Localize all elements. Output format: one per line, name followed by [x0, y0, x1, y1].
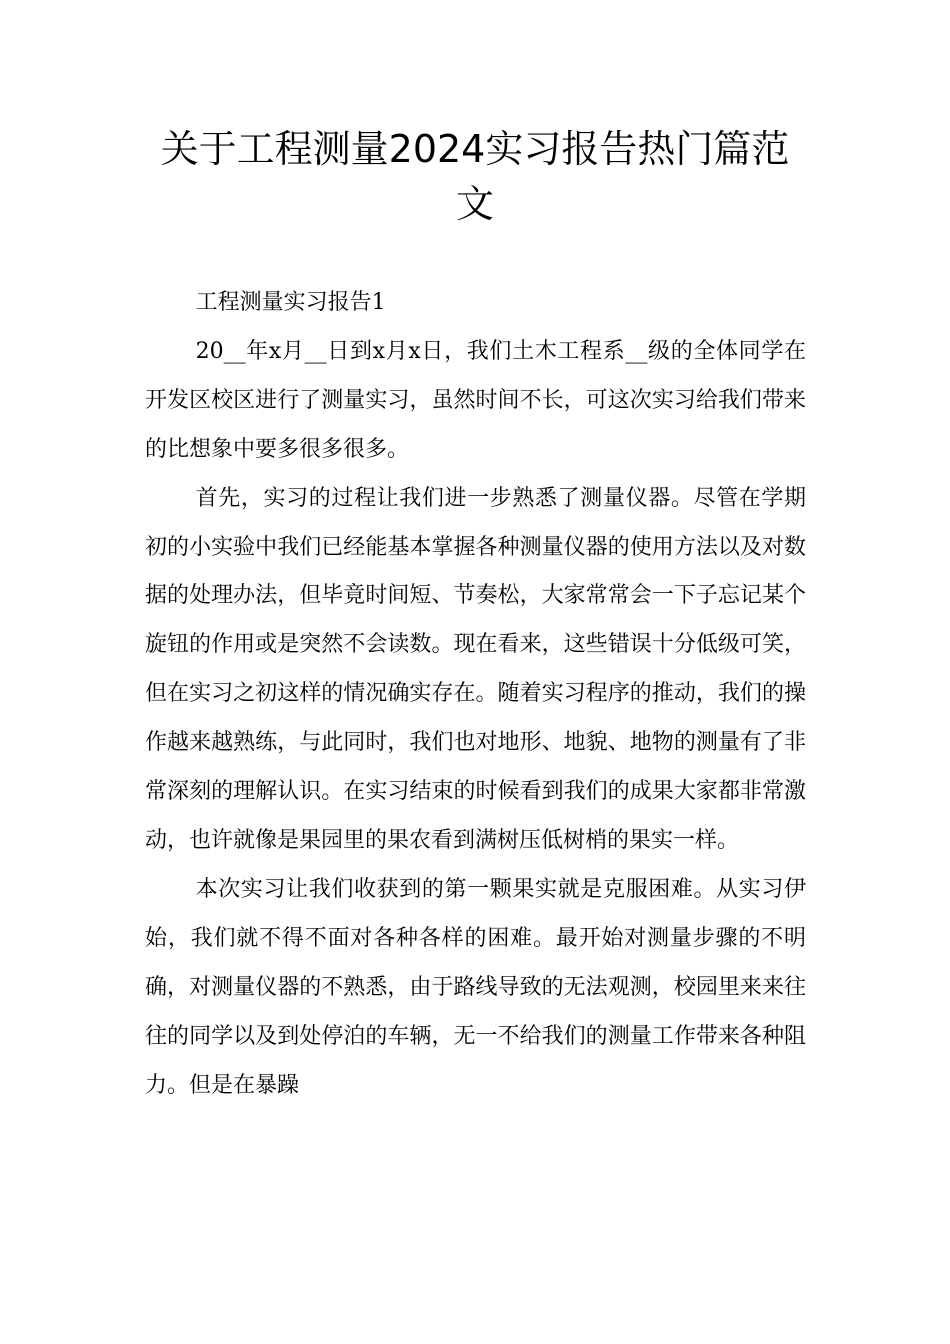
title-line-2: 文 — [455, 182, 494, 226]
paragraph-instruments: 首先，实习的过程让我们进一步熟悉了测量仪器。尽管在学期初的小实验中我们已经能基本掌握各种测量仪器的使用方法以及对数据的处理办法，但毕竟时间短、节奏松，大家常常会一下子忘记某个旋钮的作用或是突然不会读数。现在看来，这些错误十分低级可笑，但在实习之初这样的情况确实存在。随着实习程序的推动，我们的操作越来越熟练，与此同时，我们也对地形、地貌、地物的测量有了非常深刻的理解认识。在实习结束的时候看到我们的成果大家都非常激动，也许就像是果园里的果农看到满树压低树梢的果实一样。 — [145, 485, 806, 853]
section-heading: 工程测量实习报告1 — [195, 290, 386, 315]
paragraph-difficulties: 本次实习让我们收获到的第一颗果实就是克服困难。从实习伊始，我们就不得不面对各种各样的困难。最开始对测量步骤的不明确，对测量仪器的不熟悉，由于路线导致的无法观测，校园里来来往往的同学以及到处停泊的车辆，无一不给我们的测量工作带来各种阻力。但是在暴躁 — [145, 876, 806, 1098]
document-body — [145, 279, 806, 1110]
title-line-1: 关于工程测量2024实习报告热门篇范 — [160, 127, 790, 171]
paragraph-intro: 20__年x月__日到x月x日，我们土木工程系__级的全体同学在开发区校区进行了测量实习，虽然时间不长，可这次实习给我们带来的比想象中要多很多很多。 — [145, 338, 806, 462]
document-title — [100, 122, 850, 232]
